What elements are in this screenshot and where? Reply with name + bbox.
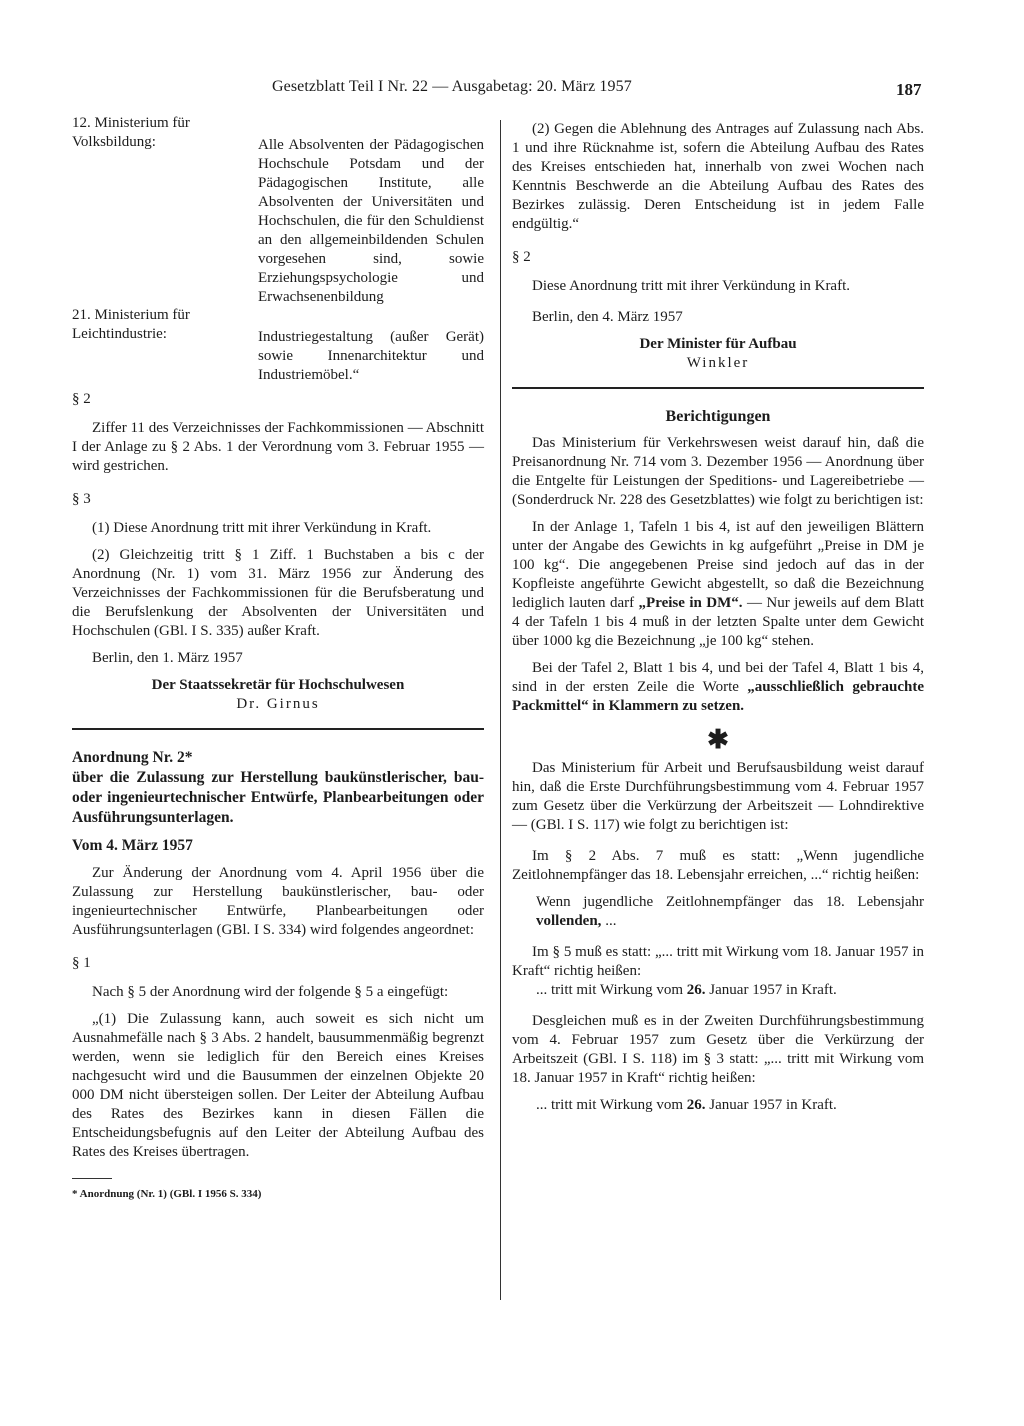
anordnung-section-1-text: Nach § 5 der Anordnung wird der folgende § 5 a eingefügt: [92,984,449,1000]
separator-star: ✱ [707,725,729,754]
section-3-paragraph-1: (1) Diese Anordnung tritt mit ihrer Verkündung in Kraft. [92,520,432,536]
anordnung-subtitle: über die Zulassung zur Herstellung baukünstlerischer, bau- oder ingenieurtechnischer Entwürfe, Planbearbeitungen oder Ausführungsunterlagen. [72,769,484,826]
berichtigung-2-paragraph-2: Im § 2 Abs. 7 muß es statt: „Wenn jugendliche Zeitlohnempfänger das 18. Lebensjahr erreichen, ...“ richtig heißen: [512,848,924,883]
right-signer-name: Winkler [686,355,750,371]
left-column [72,114,484,1204]
berichtigung-2-correction-2 [512,981,924,1000]
place-date: Berlin, den 1. März 1957 [92,650,243,666]
b2p3-text-b: ... [605,913,617,929]
berichtigungen-heading: Berichtigungen [665,408,771,425]
berichtigung-1-paragraph-3 [512,659,924,716]
berichtigung-1-paragraph-2 [512,518,924,651]
berichtigung-2-correction-1 [512,893,924,931]
quote-paragraph-2: (2) Gegen die Ablehnung des Antrages auf Zulassung nach Abs. 1 und ihre Rücknahme ist, sofern die Abteilung Aufbau des Rates des Kreises entschieden hat, innerhalb von zwei Wochen nach Kenntnis Beschwerde an die Abteilung Aufbau des Rates des Bezirkes zulässig. Deren Entscheidung ist in jedem Falle endgültig.“ [512,121,924,232]
b2p5-text-a: ... tritt mit Wirkung vom [536,982,684,998]
section-heading-2: § 2 [72,391,91,407]
b2p5-bold: 26. [686,982,706,998]
berichtigung-2-correction-3 [512,1096,924,1115]
right-column [512,120,924,1115]
page-header: Gesetzblatt Teil I Nr. 22 — Ausgabetag: 20. März 1957 [272,78,632,95]
b2p7-text-a: ... tritt mit Wirkung vom [536,1097,684,1113]
b2p3-text-a: Wenn jugendliche Zeitlohnempfänger das 18. Lebensjahr [536,894,924,910]
berichtigung-2-paragraph-1: Das Ministerium für Arbeit und Berufsausbildung weist darauf hin, daß die Erste Durchführungsbestimmung vom 4. Februar 1957 zum Gesetz über die Verkürzung der Arbeitszeit — Lohndirektive — (GBl. I S. 117) wie folgt zu berichtigen ist: [512,760,924,833]
section-3-paragraph-2: (2) Gleichzeitig tritt § 1 Ziff. 1 Buchstaben a bis c der Anordnung (Nr. 1) vom 31. März 1956 zur Änderung des Verzeichnisses der Fachkommissionen für die Berufsberatung und die Berufslenkung der Absolventen der Universitäten und Hochschulen (GBl. I S. 335) außer Kraft. [72,547,484,639]
section-rule [72,728,484,730]
column-divider [500,120,501,1300]
berichtigung-2-paragraph-6: Desgleichen muß es in der Zweiten Durchführungsbestimmung vom 4. Februar 1957 zum Gesetz über die Verkürzung der Arbeitszeit (GBl. I S. 118) im § 3 statt: „... tritt mit Wirkung vom 18. Januar 1957 in Kraft“ richtig heißen: [512,1013,924,1086]
b2p5-text-b: Januar 1957 in Kraft. [709,982,837,998]
ministry-label-12: 12. Ministerium für Volksbildung: [72,115,190,150]
ministry-label-21: 21. Ministerium für Leichtindustrie: [72,307,190,342]
berichtigung-2-paragraph-4: Im § 5 muß es statt: „... tritt mit Wirkung vom 18. Januar 1957 in Kraft“ richtig heißen: [512,944,924,979]
b2p7-text-b: Januar 1957 in Kraft. [709,1097,837,1113]
b1p2-text-b: — Nur jeweils auf dem Blatt 4 der Tafeln 1 bis 4 muß in der letzten Spalte unter dem Gewicht über 1000 kg die Bezeichnung „je 100 kg“ stehen. [512,595,924,649]
anordnung-quote: „(1) Die Zulassung kann, auch soweit es sich nicht um Ausnahmefälle nach § 3 Abs. 2 handelt, bausummenmäßig begrenzt werden, wenn sie lediglich für den Bereich eines Kreises nachgesucht wird und die Bausummen der einzelnen Objekte 20 000 DM nicht übersteigen sollen. Der Leiter der Abteilung Aufbau des Rates des Bezirkes kann in diesen Fällen die Entscheidungsbefugnis auf den Leiter der Abteilung Aufbau des Rates des Kreises übertragen. [72,1011,484,1160]
right-place-date: Berlin, den 4. März 1957 [532,309,683,325]
b1p2-text-a: In der Anlage 1, Tafeln 1 bis 4, ist auf den jeweiligen Blättern unter der Angabe des Gewichts in kg aufgeführt „Preise in DM je 100 kg“. Die angegebenen Preise sind jedoch auf das in der Kopfleiste angeführte Gewicht abgestellt, so daß die Bezeichnung lediglich lauten darf [512,519,924,611]
section-2-text: Ziffer 11 des Verzeichnisses der Fachkommissionen — Abschnitt I der Anlage zu § 2 Abs. 1 der Verordnung vom 3. Februar 1955 — wird gestrichen. [72,420,484,474]
signer-title: Der Staatssekretär für Hochschulwesen [151,677,405,693]
page-number: 187 [896,80,922,99]
b1p2-bold: „Preise in DM“. [638,595,743,611]
footnote: * Anordnung (Nr. 1) (GBl. I 1956 S. 334) [72,1188,262,1200]
berichtigung-1-paragraph-1: Das Ministerium für Verkehrswesen weist darauf hin, daß die Preisanordnung Nr. 714 vom 3. Dezember 1956 — Anordnung über die Entgelte für Leistungen der Speditions- und Lagereibetriebe — (Sonderdruck Nr. 228 des Gesetzblattes) wie folgt zu berichtigen ist: [512,435,924,508]
ministry-list [72,114,484,383]
anordnung-intro: Zur Änderung der Anordnung vom 4. April 1956 über die Zulassung zur Herstellung baukünstlerischer, bau- oder ingenieurtechnischer Entwürfe, Planbearbeitungen oder Ausführungsunterlagen (GBl. I S. 334) wird folgendes angeordnet: [72,865,484,938]
right-section-heading-2: § 2 [512,249,531,265]
anordnung-date: Vom 4. März 1957 [72,837,193,854]
b2p7-bold: 26. [686,1097,706,1113]
anordnung-section-heading-1: § 1 [72,955,91,971]
b2p3-bold: vollenden, [536,913,602,929]
b1p3-bold: „ausschließlich gebrauchte Packmittel“ in Klammern zu setzen. [512,679,924,714]
right-section-2-text: Diese Anordnung tritt mit ihrer Verkündung in Kraft. [532,278,851,294]
b1p3-text-a: Bei der Tafel 2, Blatt 1 bis 4, und bei der Tafel 4, Blatt 1 bis 4, sind in der ersten Zeile die Worte [512,660,924,695]
signer-name: Dr. Girnus [236,696,320,712]
right-signer-title: Der Minister für Aufbau [639,336,797,352]
section-heading-3: § 3 [72,491,91,507]
right-section-rule [512,387,924,389]
anordnung-title: Anordnung Nr. 2* [72,749,193,766]
ministry-text-21: Industriegestaltung (außer Gerät) sowie Innenarchitektur und Industriemöbel.“ [258,329,484,383]
footnote-rule [72,1178,112,1179]
ministry-text-12: Alle Absolventen der Pädagogischen Hochschule Potsdam und der Pädagogischen Institute, alle Absolventen der Universitäten und Hochschulen, die für den Schuldienst an den allgemeinbildenden Schulen vorgesehen sind, sowie Erziehungspsychologie und Erwachsenenbildung [258,137,484,305]
